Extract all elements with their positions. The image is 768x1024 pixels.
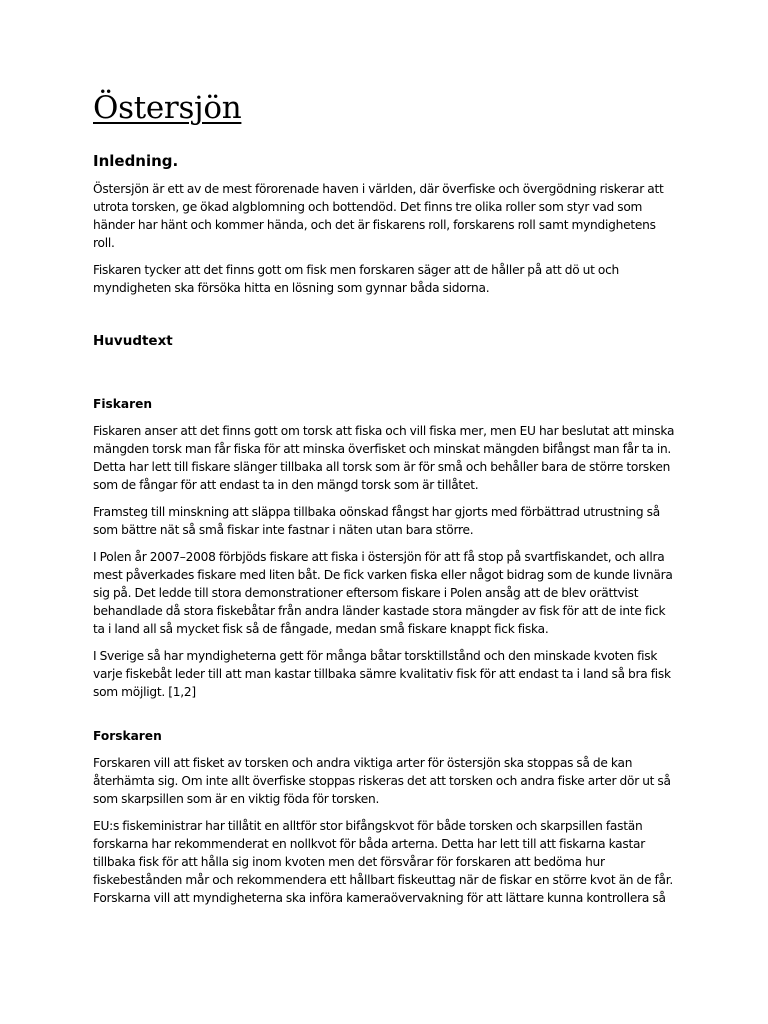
intro-paragraph-1: Östersjön är ett av de mest förorenade haven i världen, där överfiske och övergödning riskerar att utrota torsken, ge ökad algblomning och bottendöd. Det finns tre olika roller som styr vad som händer har hänt och kommer hända, och det är fiskarens roll, forskarens roll samt myndighetens roll.	[93, 182, 664, 250]
intro-heading: Inledning.	[93, 152, 179, 170]
fiskaren-paragraph-2: Framsteg till minskning att släppa tillbaka oönskad fångst har gjorts med förbättrad utrustning så som bättre nät så små fiskar inte fastnar i näten utan bara större.	[93, 505, 660, 537]
forskaren-paragraph-1: Forskaren vill att fisket av torsken och andra viktiga arter för östersjön ska stoppas så de kan återhämta sig. Om inte allt överfiske stoppas riskeras det att torsken och andra fiske arter dör ut så som skarpsillen som är en viktig föda för torsken.	[93, 756, 671, 806]
section-heading-fiskaren: Fiskaren	[93, 397, 153, 411]
main-heading: Huvudtext	[93, 333, 173, 349]
fiskaren-paragraph-3: I Polen år 2007–2008 förbjöds fiskare att fiska i östersjön för att få stop på svartfiskandet, och allra mest påverkades fiskare med liten båt. De fick varken fiska eller något bidrag som de kunde livnära sig på. Det ledde till stora demonstrationer eftersom fiskare i Polen ansåg att de blev orättvist behandlade då stora fiskebåtar från andra länder kastade stora mängder av fisk för att de inte fick ta i land all så mycket fisk så de fångade, medan små fiskare knappt fick fiska.	[93, 550, 673, 636]
intro-paragraph-2: Fiskaren tycker att det finns gott om fisk men forskaren säger att de håller på att dö ut och myndigheten ska försöka hitta en lösning som gynnar båda sidorna.	[93, 263, 620, 295]
document-page	[93, 88, 675, 907]
document-title: Östersjön	[93, 90, 242, 126]
section-heading-forskaren: Forskaren	[93, 729, 162, 743]
section-forskaren	[93, 727, 675, 907]
fiskaren-paragraph-4: I Sverige så har myndigheterna gett för många båtar torsktillstånd och den minskade kvoten fisk varje fiskebåt leder till att man kastar tillbaka sämre kvalitativ fisk för att endast ta i land så bra fisk som möjligt. [1,2]	[93, 649, 671, 699]
section-fiskaren	[93, 395, 675, 701]
forskaren-paragraph-2: EU:s fiskeministrar har tillåtit en alltför stor bifångskvot för både torsken och skarpsillen fastän forskarna har rekommenderat en nollkvot för båda arterna. Detta har lett till att fiskarna kastar tillbaka fisk för att hålla sig inom kvoten men det försvårar för forskaren att bedöma hur fiskebestånden mår och rekommendera ett hållbart fiskeuttag när de fiskar en större kvot än de får. Forskarna vill att myndigheterna ska införa kameraövervakning för att lättare kunna kontrollera så	[93, 819, 673, 905]
fiskaren-paragraph-1: Fiskaren anser att det finns gott om torsk att fiska och vill fiska mer, men EU har beslutat att minska mängden torsk man får fiska för att minska överfisket och minskat mängden bifångst man får ta in. Detta har lett till fiskare slänger tillbaka all torsk som är för små och behåller bara de större torsken som de fångar för att endast ta in den mängd torsk som är tillåtet.	[93, 424, 675, 492]
